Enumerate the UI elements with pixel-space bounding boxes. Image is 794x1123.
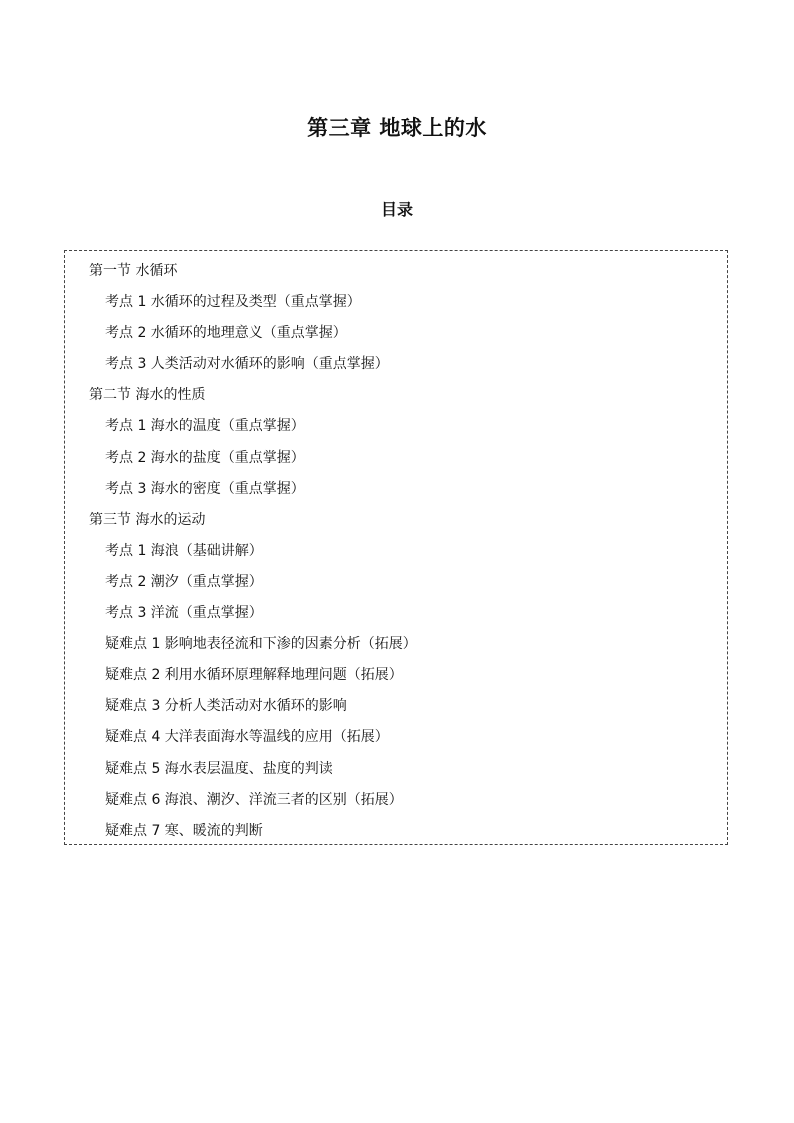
toc-point-3-3[interactable]: 考点 3 洋流（重点掌握）: [105, 605, 263, 622]
toc-difficulty-2[interactable]: 疑难点 2 利用水循环原理解释地理问题（拓展）: [105, 667, 403, 684]
chapter-title: 第三章 地球上的水: [307, 116, 487, 141]
toc-list: [65, 251, 727, 847]
toc-difficulty-1[interactable]: 疑难点 1 影响地表径流和下渗的因素分析（拓展）: [105, 636, 417, 653]
toc-heading: 目录: [380, 200, 413, 220]
toc-difficulty-4[interactable]: 疑难点 4 大洋表面海水等温线的应用（拓展）: [105, 729, 389, 746]
toc-point-3-1[interactable]: 考点 1 海浪（基础讲解）: [105, 542, 263, 559]
toc-box: [64, 250, 728, 845]
toc-section-2[interactable]: 第二节 海水的性质: [89, 387, 206, 404]
toc-difficulty-5[interactable]: 疑难点 5 海水表层温度、盐度的判读: [105, 760, 333, 777]
toc-point-3-2[interactable]: 考点 2 潮汐（重点掌握）: [105, 573, 263, 590]
toc-point-1-1[interactable]: 考点 1 水循环的过程及类型（重点掌握）: [105, 294, 361, 311]
toc-point-2-1[interactable]: 考点 1 海水的温度（重点掌握）: [105, 418, 305, 435]
toc-difficulty-3[interactable]: 疑难点 3 分析人类活动对水循环的影响: [105, 698, 347, 715]
toc-point-1-3[interactable]: 考点 3 人类活动对水循环的影响（重点掌握）: [105, 356, 389, 373]
toc-section-3[interactable]: 第三节 海水的运动: [89, 511, 206, 528]
toc-point-2-2[interactable]: 考点 2 海水的盐度（重点掌握）: [105, 449, 305, 466]
toc-point-1-2[interactable]: 考点 2 水循环的地理意义（重点掌握）: [105, 325, 347, 342]
toc-point-2-3[interactable]: 考点 3 海水的密度（重点掌握）: [105, 480, 305, 497]
toc-difficulty-7[interactable]: 疑难点 7 寒、暖流的判断: [105, 822, 263, 839]
toc-section-1[interactable]: 第一节 水循环: [89, 263, 178, 279]
toc-difficulty-6[interactable]: 疑难点 6 海浪、潮汐、洋流三者的区别（拓展）: [105, 791, 403, 808]
